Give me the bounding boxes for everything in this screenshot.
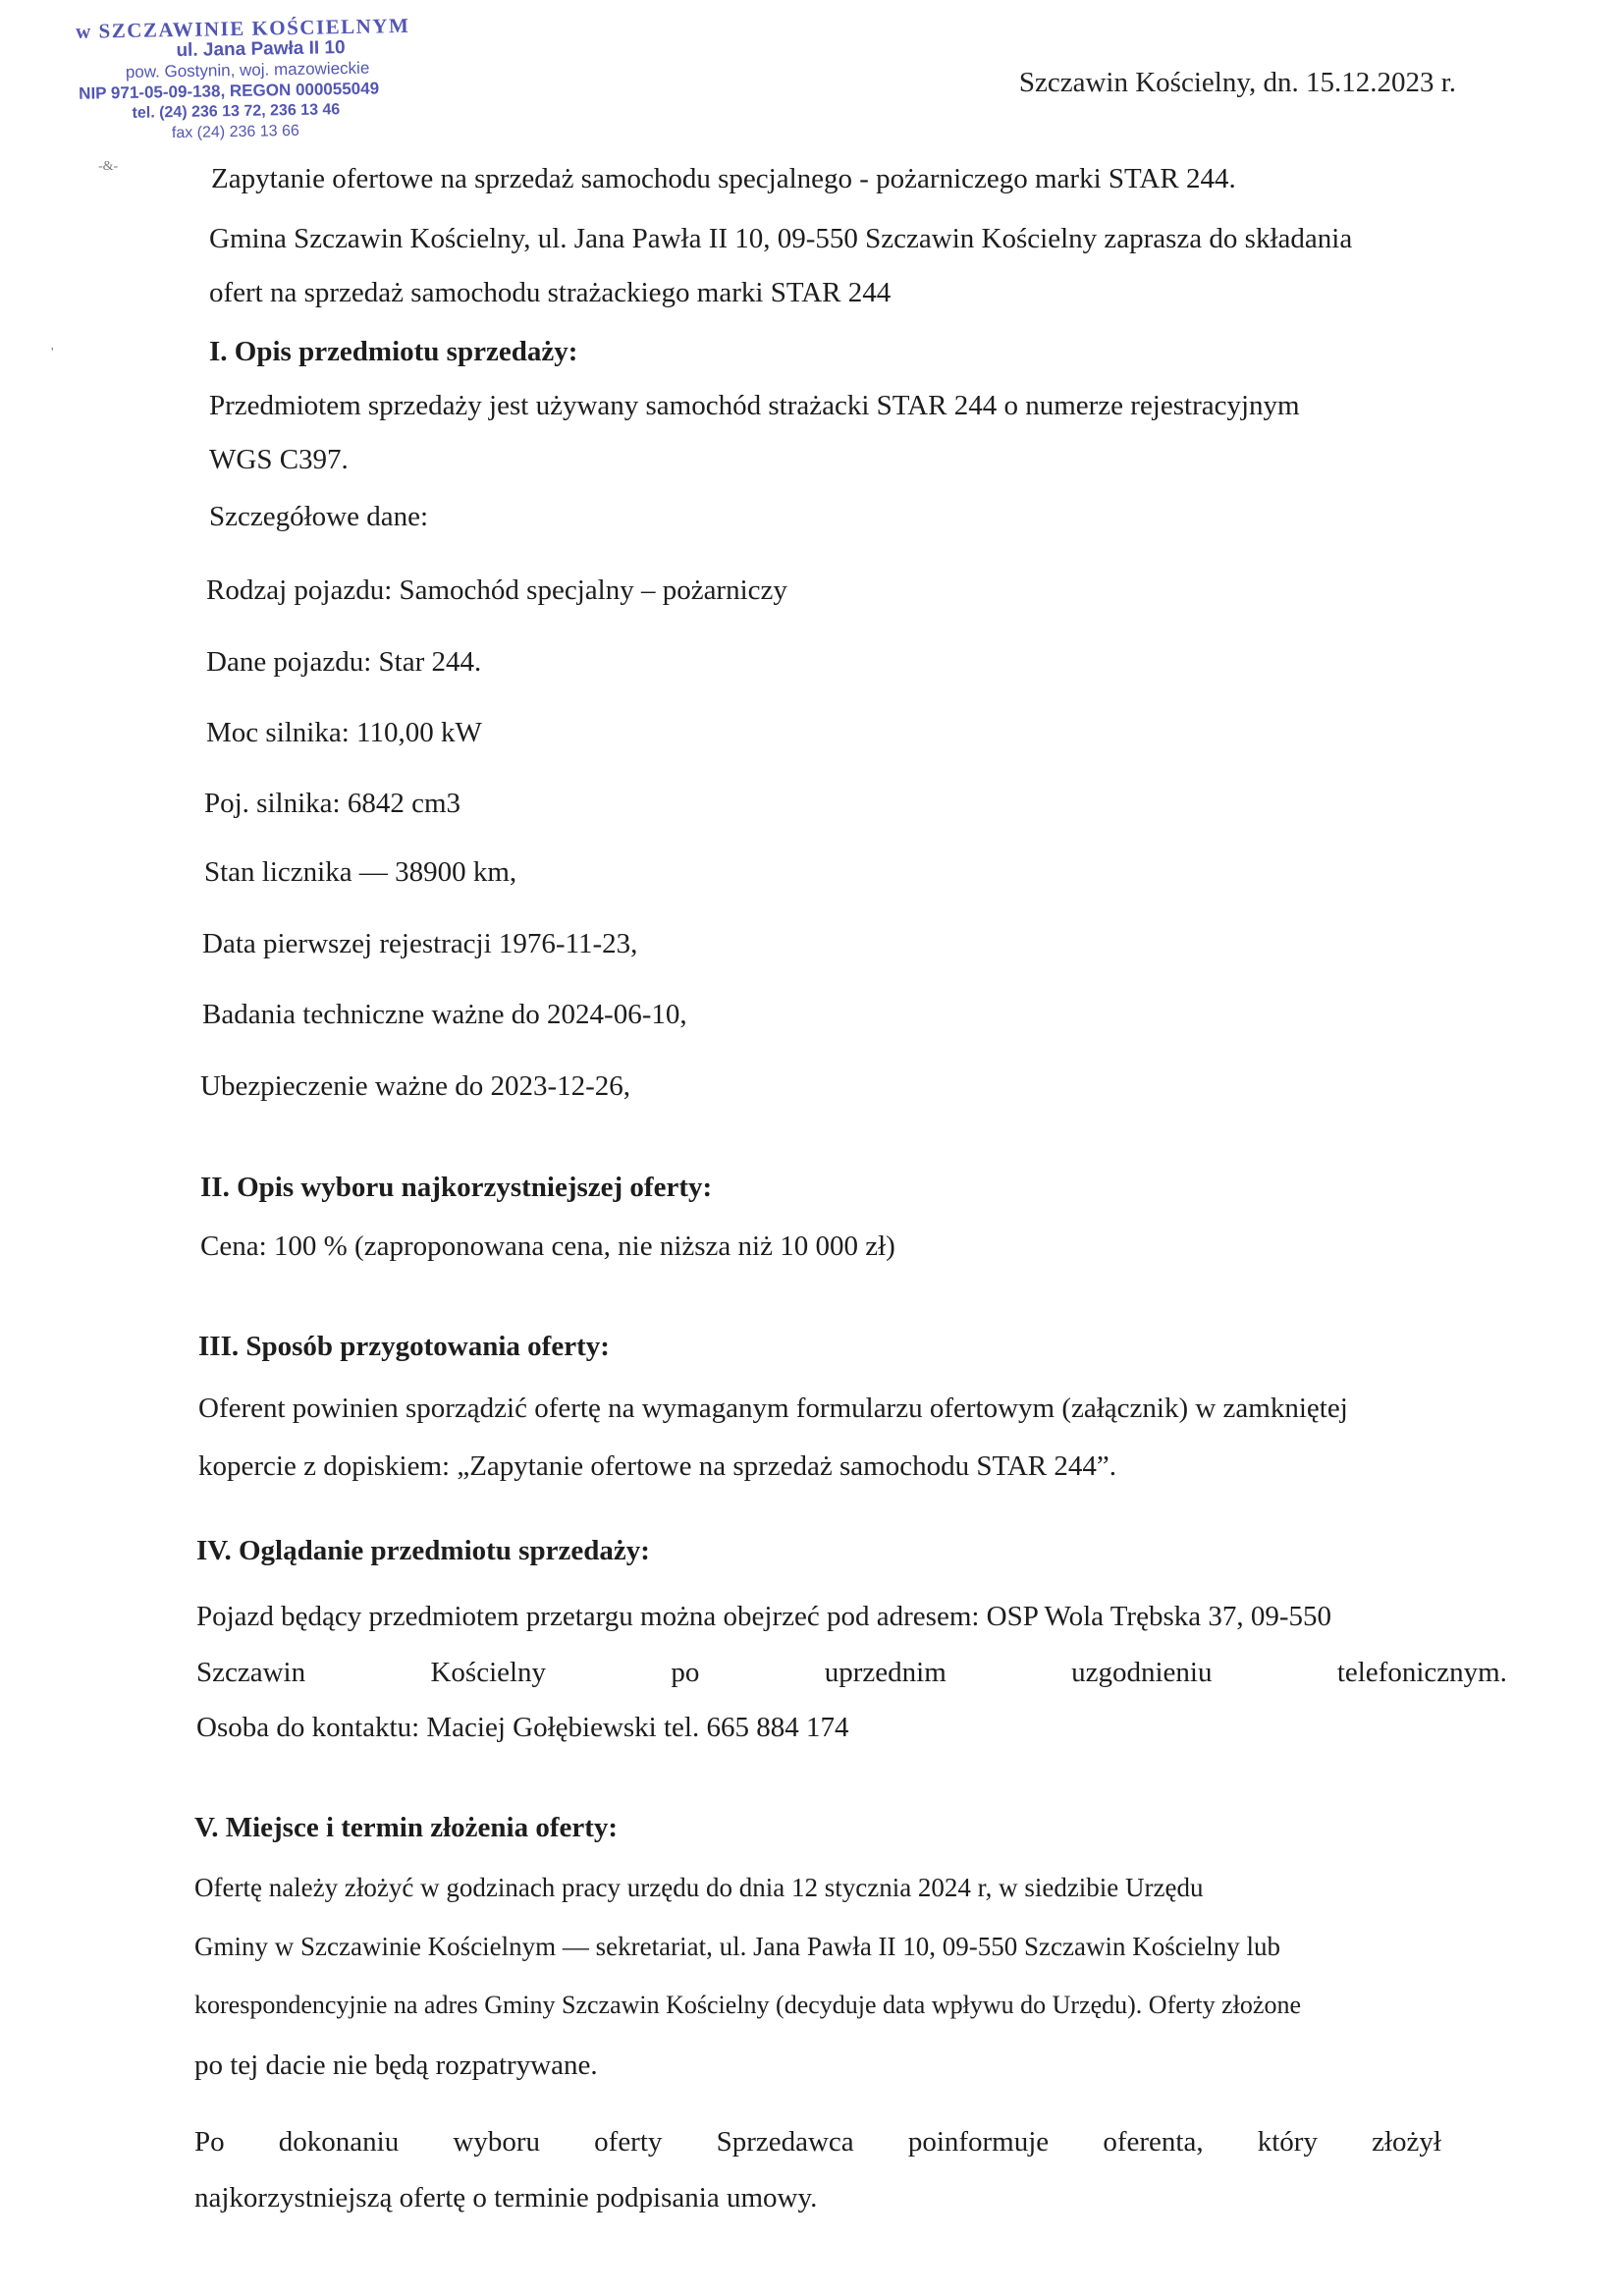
section-text: Pojazd będący przedmiotem przetargu można obejrzeć pod adresem: OSP Wola Trębska 37, 09-550 — [196, 1601, 1332, 1632]
word: po — [671, 1657, 700, 1688]
section-text: WGS C397. — [209, 444, 349, 475]
detail-item: Rodzaj pojazdu: Samochód specjalny – pożarniczy — [206, 574, 787, 606]
section-text-justified — [196, 1657, 1507, 1689]
section-heading: III. Sposób przygotowania oferty: — [198, 1331, 610, 1362]
word: oferty — [594, 2126, 663, 2158]
section-text: Gminy w Szczawinie Kościelnym — sekretariat, ul. Jana Pawła II 10, 09-550 Szczawin Kościelny lub — [194, 1932, 1280, 1961]
stamp-line: NIP 971-05-09-138, REGON 000055049 — [79, 79, 380, 103]
word: oferenta, — [1103, 2126, 1204, 2158]
section-text: kopercie z dopiskiem: „Zapytanie ofertowe na sprzedaż samochodu STAR 244”. — [198, 1450, 1117, 1482]
word: uprzednim — [824, 1657, 947, 1688]
word: poinformuje — [907, 2126, 1050, 2158]
section-text: Oferent powinien sporządzić ofertę na wymaganym formularzu ofertowym (załącznik) w zamkniętej — [198, 1393, 1348, 1424]
section-text: Ofertę należy złożyć w godzinach pracy urzędu do dnia 12 stycznia 2024 r, w siedzibie Urzędu — [194, 1873, 1204, 1902]
section-heading: IV. Oglądanie przedmiotu sprzedaży: — [196, 1535, 650, 1566]
detail-item: Poj. silnika: 6842 cm3 — [204, 788, 460, 819]
document-title: Zapytanie ofertowe na sprzedaż samochodu specjalnego - pożarniczego marki STAR 244. — [211, 163, 1236, 194]
scan-mark: -&- — [98, 159, 119, 174]
closing-text: najkorzystniejszą ofertę o terminie podpisania umowy. — [194, 2182, 818, 2214]
detail-item: Stan licznika — 38900 km, — [204, 856, 517, 888]
section-heading: I. Opis przedmiotu sprzedaży: — [209, 336, 578, 367]
stamp-line: ul. Jana Pawła II 10 — [176, 37, 346, 62]
closing-text-justified — [194, 2126, 1441, 2159]
stamp-line: w SZCZAWINIE KOŚCIELNYM — [75, 13, 410, 43]
word: uzgodnieniu — [1071, 1657, 1213, 1688]
word: Po — [194, 2126, 225, 2158]
details-label: Szczegółowe dane: — [209, 501, 429, 532]
word: złożył — [1372, 2126, 1441, 2158]
word: Kościelny — [430, 1657, 547, 1688]
contact-line: Osoba do kontaktu: Maciej Gołębiewski tel. 665 884 174 — [196, 1712, 849, 1743]
section-text: korespondencyjnie na adres Gminy Szczawin Kościelny (decyduje data wpływu do Urzędu). Oferty złożone — [194, 1991, 1302, 2019]
detail-item: Data pierwszej rejestracji 1976-11-23, — [202, 928, 638, 959]
intro-line: Gmina Szczawin Kościelny, ul. Jana Pawła II 10, 09-550 Szczawin Kościelny zaprasza do składania — [209, 223, 1353, 254]
section-heading: V. Miejsce i termin złożenia oferty: — [194, 1812, 619, 1843]
office-stamp — [76, 14, 510, 145]
word: dokonaniu — [278, 2126, 400, 2158]
stamp-line: pow. Gostynin, woj. mazowieckie — [125, 58, 370, 82]
detail-item: Dane pojazdu: Star 244. — [206, 646, 482, 678]
word: wyboru — [453, 2126, 540, 2158]
stamp-line: fax (24) 236 13 66 — [171, 122, 299, 142]
document-date: Szczawin Kościelny, dn. 15.12.2023 r. — [1018, 67, 1456, 98]
word: Sprzedawca — [716, 2126, 854, 2158]
detail-item: Badania techniczne ważne do 2024-06-10, — [202, 999, 687, 1030]
intro-line: ofert na sprzedaż samochodu strażackiego marki STAR 244 — [209, 277, 892, 308]
stamp-line: tel. (24) 236 13 72, 236 13 46 — [132, 101, 341, 122]
word: Szczawin — [196, 1657, 306, 1688]
section-text: Cena: 100 % (zaproponowana cena, nie niższa niż 10 000 zł) — [200, 1230, 895, 1262]
detail-item: Moc silnika: 110,00 kW — [206, 717, 482, 748]
scan-mark: ' — [51, 346, 54, 360]
section-heading: II. Opis wyboru najkorzystniejszej oferty: — [200, 1172, 713, 1203]
word: telefonicznym. — [1336, 1657, 1507, 1688]
section-text: Przedmiotem sprzedaży jest używany samochód strażacki STAR 244 o numerze rejestracyjnym — [209, 390, 1300, 421]
word: który — [1257, 2126, 1318, 2158]
section-text: po tej dacie nie będą rozpatrywane. — [194, 2050, 598, 2081]
detail-item: Ubezpieczenie ważne do 2023-12-26, — [200, 1070, 631, 1102]
